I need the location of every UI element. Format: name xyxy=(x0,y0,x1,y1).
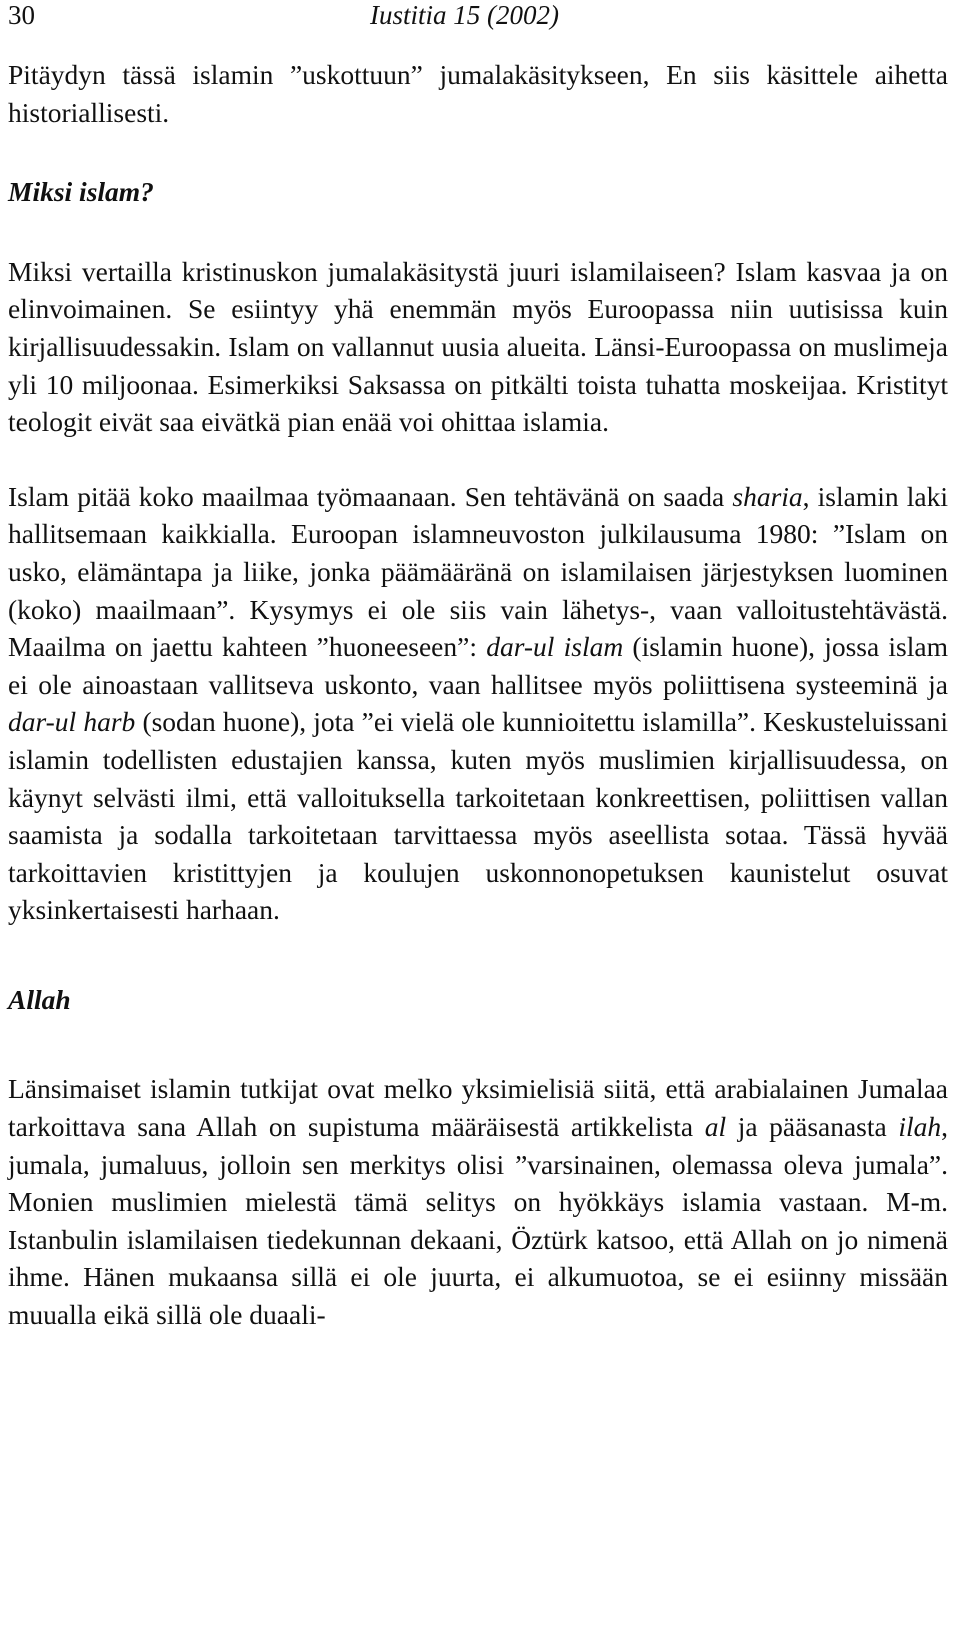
text-run: , jumala, jumaluus, jolloin sen merkitys olisi ”varsinainen, olemassa oleva jumala”. Monien muslimien mielestä tämä selitys on hyökkäys islamia vastaan. M-m. Istanbulin islamilaisen tiedekunnan dekaani, Öztürk katsoo, että Allah on jo nimenä ihme. Hänen mukaansa sillä ei ole juurta, ei alkumuotoa, se ei esiinny missään muualla eikä sillä ole duaali- xyxy=(8,1111,948,1331)
text-run: Länsimaiset islamin tutkijat ovat melko yksimielisiä siitä, että arabialainen Jumalaa tarkoittava sana Allah on supistuma määräisestä artikkelista xyxy=(8,1073,948,1143)
paragraph-world-mission xyxy=(8,478,948,929)
term-dar-ul-harb: dar-ul harb xyxy=(8,706,136,738)
page-number: 30 xyxy=(8,0,35,30)
term-ilah: ilah xyxy=(898,1111,942,1143)
term-dar-ul-islam: dar-ul islam xyxy=(486,631,624,663)
article-body xyxy=(8,56,948,1334)
section-heading-miksi-islam: Miksi islam? xyxy=(8,176,154,208)
text-run: ja pääsanasta xyxy=(726,1111,899,1143)
paragraph-why-islam: Miksi vertailla kristinuskon jumalakäsitystä juuri islamilaiseen? Islam kasvaa ja on elinvoimainen. Se esiintyy yhä enemmän myös Euroopassa niin uutisissa kuin kirjallisuudessakin. Islam on vallannut uusia alueita. Länsi-Euroopassa on muslimeja yli 10 miljoonaa. Esimerkiksi Saksassa on pitkälti toista tuhatta moskeijaa. Kristityt teologit eivät saa eivätkä pian enää voi ohittaa islamia. xyxy=(8,255,948,438)
term-al: al xyxy=(704,1111,727,1143)
text-run: Islam pitää koko maailmaa työmaanaan. Sen tehtävänä on saada xyxy=(8,480,733,512)
section-heading-allah: Allah xyxy=(8,983,71,1015)
text-run: (islamin huone), jossa islam ei ole ainoastaan vallitseva uskonto, vaan hallitsee myös poliittisena systeeminä ja xyxy=(8,631,948,700)
term-sharia: sharia xyxy=(732,480,803,512)
paragraph-allah-etymology xyxy=(8,1070,948,1333)
intro-paragraph: Pitäydyn tässä islamin ”uskottuun” jumalakäsitykseen, En siis käsittele aihetta historiallisesti. xyxy=(8,59,948,128)
text-run: , islamin laki hallitsemaan kaikkialla. Euroopan islamneuvoston julkilausuma 1980: ”Islam on usko, elämäntapa ja liike, jonka päämääränä on islamilaisen järjestyksen luominen (koko) maailmaan”. Kysymys ei ole siis vain lähetys-, vaan valloitustehtävästä. Maailma on jaettu kahteen ”huoneeseen”: xyxy=(8,480,948,663)
running-head: Iustitia 15 (2002) xyxy=(370,0,559,30)
page-header xyxy=(0,0,960,40)
text-run: (sodan huone), jota ”ei vielä ole kunnioitettu islamilla”. Keskusteluissani islamin todellisten edustajien kanssa, kuten myös muslimien kirjallisuudessa, on käynyt selvästi ilmi, että valloituksella tarkoitetaan konkreettisen, poliittisen vallan saamista ja sodalla tarkoitetaan tarvittaessa myös aseellista sotaa. Tässä hyvää tarkoittavien kristittyjen ja koulujen uskonnonopetuksen kaunistelut osuvat yksinkertaisesti harhaan. xyxy=(8,706,948,926)
